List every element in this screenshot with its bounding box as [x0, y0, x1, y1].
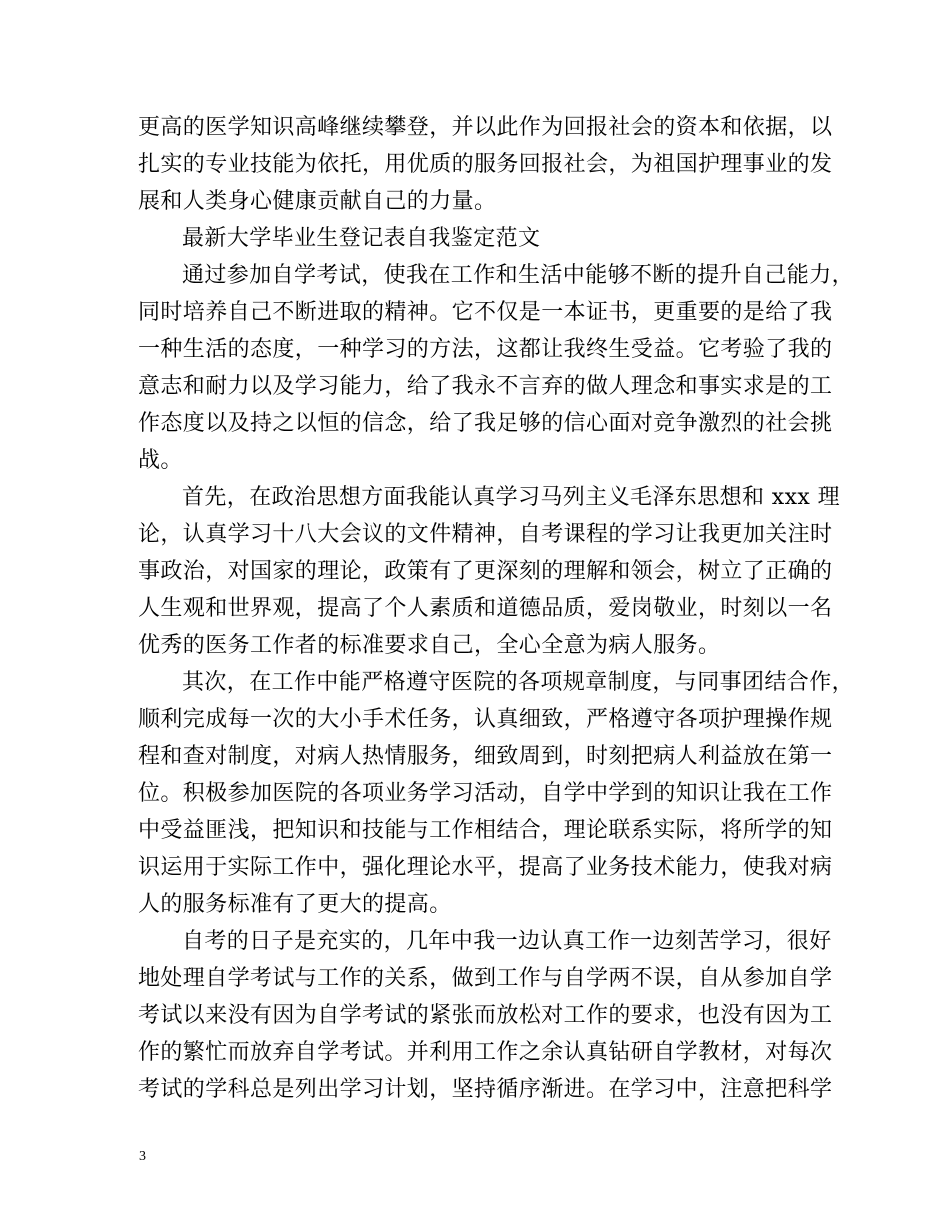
text-line: 考试的学科总是列出学习计划，坚持循序渐进。在学习中，注意把科学 — [138, 1077, 833, 1102]
text-line: 展和人类身心健康贡献自己的力量。 — [138, 189, 497, 214]
body-text — [138, 109, 855, 1108]
text-line: 事政治，对国家的理论，政策有了更深刻的理解和领会，树立了正确的 — [138, 559, 833, 584]
text-line: 战。 — [138, 448, 183, 473]
text-line: 作态度以及持之以恒的信念，给了我足够的信心面对竞争激烈的社会挑 — [138, 411, 833, 436]
text-line: 考试以来没有因为自学考试的紧张而放松对工作的要求，也没有因为工 — [138, 1003, 833, 1028]
text-line: 程和查对制度，对病人热情服务，细致周到，时刻把病人利益放在第一 — [138, 744, 833, 769]
text-line: 人的服务标准有了更大的提高。 — [138, 892, 452, 917]
text-line: 扎实的专业技能为依托，用优质的服务回报社会，为祖国护理事业的发 — [138, 152, 833, 177]
text-line: 首先，在政治思想方面我能认真学习马列主义毛泽东思想和 xxx 理 — [182, 485, 841, 510]
text-line: 地处理自学考试与工作的关系，做到工作与自学两不误，自从参加自学 — [138, 966, 833, 991]
page-number: 3 — [139, 1149, 146, 1164]
text-line: 优秀的医务工作者的标准要求自己，全心全意为病人服务。 — [138, 633, 721, 658]
text-line: 识运用于实际工作中，强化理论水平，提高了业务技术能力，使我对病 — [138, 855, 833, 880]
text-line: 人生观和世界观，提高了个人素质和道德品质，爱岗敬业，时刻以一名 — [138, 596, 833, 621]
text-line: 论，认真学习十八大会议的文件精神，自考课程的学习让我更加关注时 — [138, 522, 833, 547]
text-line: 作的繁忙而放弃自学考试。并利用工作之余认真钻研自学教材，对每次 — [138, 1040, 833, 1065]
text-line: 其次，在工作中能严格遵守医院的各项规章制度，与同事团结合作， — [182, 670, 855, 695]
text-line: 意志和耐力以及学习能力，给了我永不言弃的做人理念和事实求是的工 — [138, 374, 833, 399]
text-line: 通过参加自学考试，使我在工作和生活中能够不断的提升自己能力， — [182, 263, 855, 288]
text-line: 同时培养自己不断进取的精神。它不仅是一本证书，更重要的是给了我 — [138, 300, 833, 325]
text-line: 自考的日子是充实的，几年中我一边认真工作一边刻苦学习，很好 — [182, 929, 832, 954]
text-line: 一种生活的态度，一种学习的方法，这都让我终生受益。它考验了我的 — [138, 337, 833, 362]
text-line: 位。积极参加医院的各项业务学习活动，自学中学到的知识让我在工作 — [138, 781, 833, 806]
text-line: 顺利完成每一次的大小手术任务，认真细致，严格遵守各项护理操作规 — [138, 707, 833, 732]
section-heading: 最新大学毕业生登记表自我鉴定范文 — [182, 226, 541, 251]
text-line: 更高的医学知识高峰继续攀登，并以此作为回报社会的资本和依据，以 — [138, 115, 833, 140]
text-line: 中受益匪浅，把知识和技能与工作相结合，理论联系实际，将所学的知 — [138, 818, 833, 843]
